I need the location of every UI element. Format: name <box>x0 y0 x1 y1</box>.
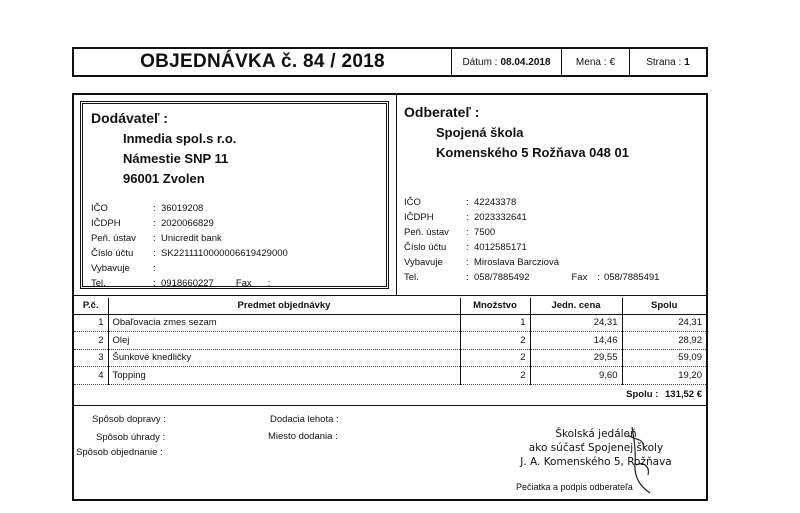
row-item: Obaľovacia zmes sezam <box>108 314 460 332</box>
table-row <box>74 314 706 332</box>
customer-field: Číslo účtu : 4012585171 <box>404 242 527 253</box>
stamp-signature-note: Pečiatka a podpis odberateľa <box>516 482 633 492</box>
customer-address: Komenského 5 Rožňava 048 01 <box>436 145 629 160</box>
row-qty: 1 <box>460 314 530 332</box>
customer-field: Vybavuje : Miroslava Barcziová <box>404 257 559 268</box>
table-header-row <box>74 298 706 314</box>
footer-divider <box>74 405 706 406</box>
payment-label: Spôsob úhrady : <box>96 432 166 443</box>
row-no: 2 <box>74 332 108 350</box>
supplier-field: IČDPH : 2020066829 <box>91 218 214 229</box>
date-label: Dátum : <box>462 56 498 68</box>
supplier-city: 96001 Zvolen <box>123 171 205 186</box>
col-header-qty: Množstvo <box>460 298 530 314</box>
row-total: 28,92 <box>622 332 706 350</box>
row-price: 24,31 <box>530 314 622 332</box>
customer-tel-row: Tel. : 058/7885492 Fax : 058/7885491 <box>404 272 660 283</box>
row-no: 3 <box>74 349 108 367</box>
col-header-price: Jedn. cena <box>530 298 622 314</box>
items-table <box>74 298 706 385</box>
row-price: 9,60 <box>530 367 622 385</box>
supplier-field: Peň. ústav : Unicredit bank <box>91 233 222 244</box>
row-no: 1 <box>74 314 108 332</box>
delivery-place-label: Miesto dodania : <box>268 431 338 442</box>
total-label: Spolu : <box>626 389 659 400</box>
grand-total <box>626 389 702 400</box>
order-body <box>72 93 708 501</box>
customer-field: IČO : 42243378 <box>404 197 517 208</box>
supplier-name: Inmedia spol.s r.o. <box>123 131 237 146</box>
customer-details <box>404 195 659 285</box>
table-row <box>74 349 706 367</box>
section-divider <box>74 295 706 296</box>
page-value: 1 <box>684 56 690 68</box>
ordering-label: Spôsob objednanie : <box>76 447 163 458</box>
customer-box <box>400 104 700 290</box>
delivery-term-label: Dodacia lehota : <box>270 414 339 425</box>
customer-label: Odberateľ : <box>404 104 480 120</box>
party-divider <box>396 95 397 295</box>
supplier-details <box>91 201 288 291</box>
customer-fax-label: Fax <box>571 272 588 283</box>
order-date <box>452 49 562 75</box>
supplier-tel: 0918660227 <box>161 278 214 289</box>
order-title: OBJEDNÁVKA č. 84 / 2018 <box>74 49 452 75</box>
row-item: Topping <box>108 367 460 385</box>
supplier-field: Číslo účtu : SK2211110000006619429000 <box>91 248 288 259</box>
supplier-box <box>80 101 389 289</box>
col-header-item: Predmet objednávky <box>108 298 460 314</box>
table-row <box>74 332 706 350</box>
row-qty: 2 <box>460 332 530 350</box>
customer-field: IČDPH : 2023332641 <box>404 212 527 223</box>
col-header-no: P.č. <box>74 298 108 314</box>
supplier-tel-row: Tel. : 0918660227 Fax : <box>91 278 271 289</box>
date-value: 08.04.2018 <box>500 56 551 68</box>
customer-fax: 058/7885491 <box>603 272 660 283</box>
row-item: Olej <box>108 332 460 350</box>
row-total: 24,31 <box>622 314 706 332</box>
col-header-total: Spolu <box>622 298 706 314</box>
row-qty: 2 <box>460 367 530 385</box>
row-qty: 2 <box>460 349 530 367</box>
table-row <box>74 367 706 385</box>
page-number <box>630 49 706 75</box>
customer-field: Peň. ústav : 7500 <box>404 227 496 238</box>
customer-name: Spojená škola <box>436 125 524 140</box>
supplier-street: Námestie SNP 11 <box>123 151 229 166</box>
row-item: Šunkové knedličky <box>108 349 460 367</box>
supplier-fax-label: Fax <box>235 278 252 289</box>
currency-value: € <box>609 56 616 68</box>
transport-label: Spôsob dopravy : <box>92 414 166 425</box>
school-stamp: Školská jedáleň ako súčasť Spojenej školy J. A. Komenského 5, Rožňava <box>520 428 672 468</box>
currency-label: Mena : <box>575 56 607 68</box>
currency <box>562 49 630 75</box>
supplier-label: Dodávateľ : <box>91 110 168 126</box>
row-no: 4 <box>74 367 108 385</box>
row-total: 19,20 <box>622 367 706 385</box>
total-value: 131,52 € <box>665 389 702 400</box>
supplier-field: Vybavuje : <box>91 263 156 274</box>
row-total: 59,09 <box>622 349 706 367</box>
row-price: 29,55 <box>530 349 622 367</box>
row-price: 14,46 <box>530 332 622 350</box>
customer-tel: 058/7885492 <box>474 272 530 283</box>
supplier-field: IČO : 36019208 <box>91 203 204 214</box>
order-header <box>72 47 708 77</box>
page-label: Strana : <box>646 56 682 68</box>
